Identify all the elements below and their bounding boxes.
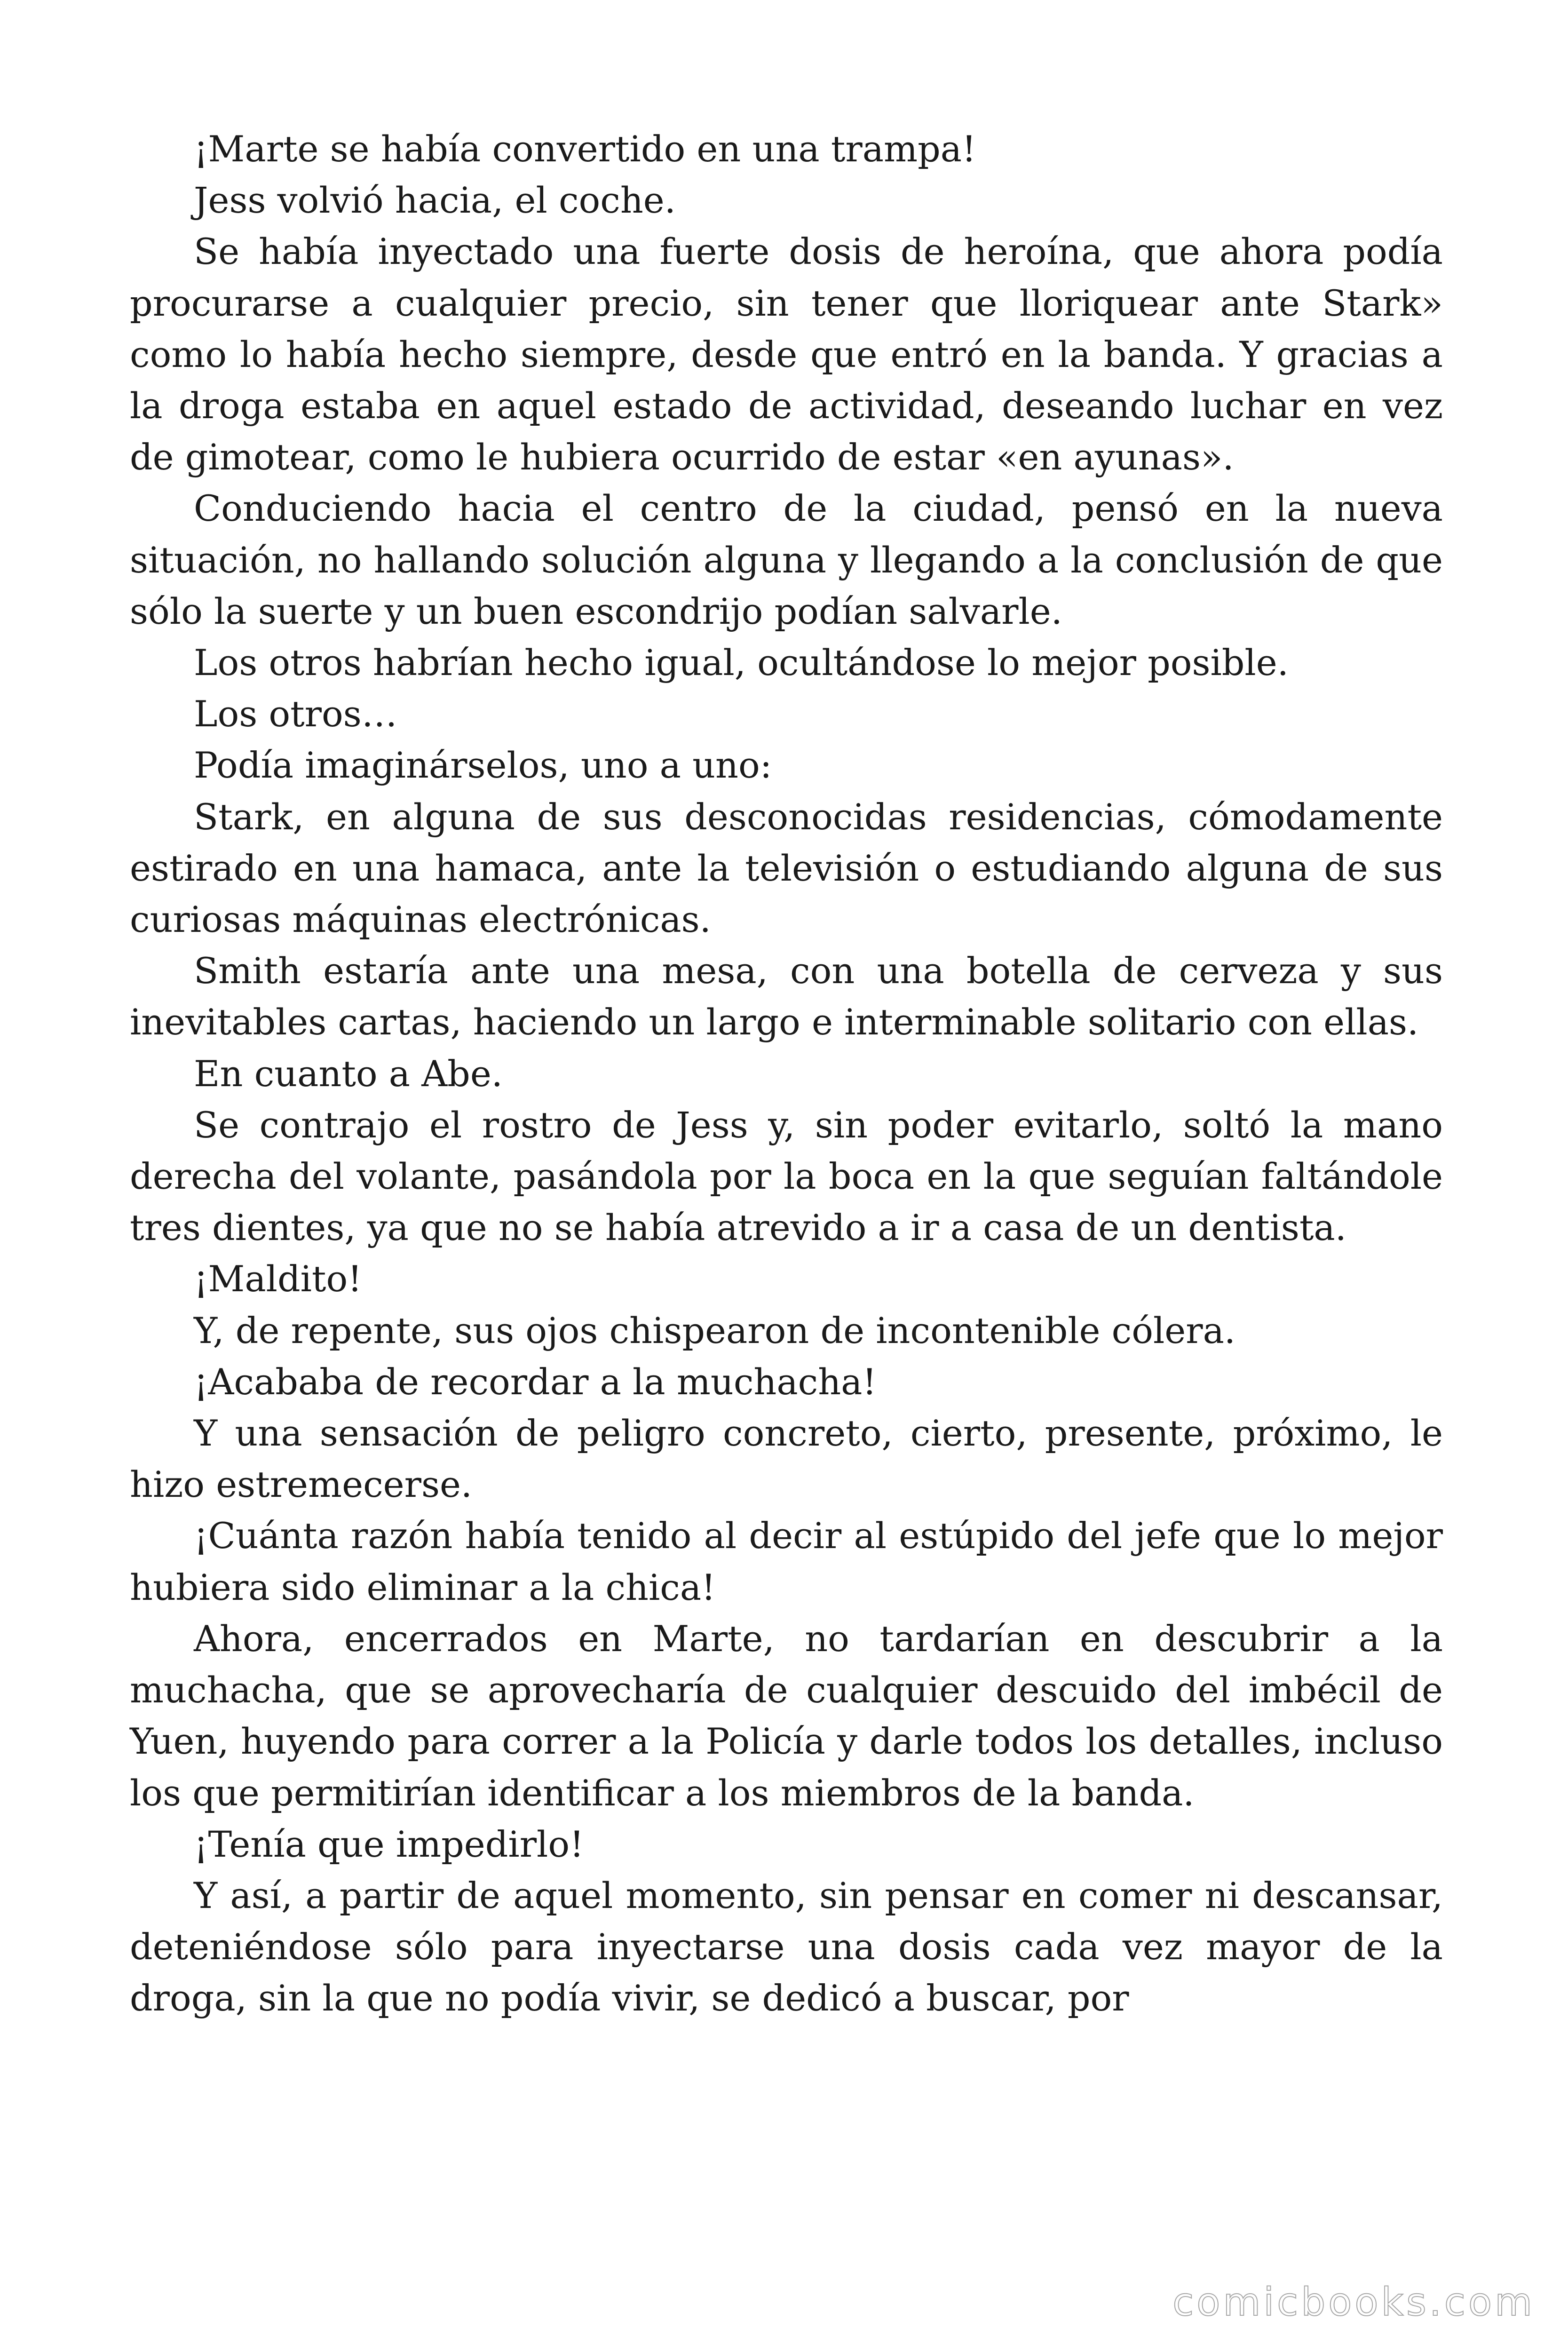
paragraph: Los otros habrían hecho igual, ocultándose lo mejor posible.	[194, 642, 1289, 684]
paragraph: ¡Maldito!	[194, 1258, 362, 1300]
paragraph: Y así, a partir de aquel momento, sin pensar en comer ni descansar, deteniéndose sólo para inyectarse una dosis cada vez mayor de la droga, sin la que no podía vivir, se dedicó a buscar, por	[130, 1874, 1443, 2019]
paragraph: Se había inyectado una fuerte dosis de heroína, que ahora podía procurarse a cualquier precio, sin tener que lloriquear ante Stark» como lo había hecho siempre, desde que entró en la banda. Y gracias a la droga estaba en aquel estado de actividad, deseando luchar en vez de gimotear, como le hubiera ocurrido de estar «en ayunas».	[130, 230, 1443, 478]
paragraph: Conduciendo hacia el centro de la ciudad, pensó en la nueva situación, no hallando solución alguna y llegando a la conclusión de que sólo la suerte y un buen escondrijo podían salvarle.	[130, 487, 1443, 632]
paragraph: Y, de repente, sus ojos chispearon de incontenible cólera.	[194, 1309, 1236, 1351]
paragraph: Se contrajo el rostro de Jess y, sin poder evitarlo, soltó la mano derecha del volante, pasándola por la boca en la que seguían faltándole tres dientes, ya que no se había atrevido a ir a casa de un dentista.	[130, 1104, 1443, 1249]
paragraph: Smith estaría ante una mesa, con una botella de cerveza y sus inevitables cartas, haciendo un largo e interminable solitario con ellas.	[130, 950, 1443, 1043]
paragraph: En cuanto a Abe.	[194, 1052, 503, 1095]
paragraph: ¡Tenía que impedirlo!	[194, 1823, 584, 1865]
paragraph: Stark, en alguna de sus desconocidas residencias, cómodamente estirado en una hamaca, ante la televisión o estudiando alguna de sus curiosas máquinas electrónicas.	[130, 795, 1443, 941]
paragraph: Jess volvió hacia, el coche.	[194, 179, 676, 222]
paragraph: ¡Cuánta razón había tenido al decir al estúpido del jefe que lo mejor hubiera sido eliminar a la chica!	[130, 1515, 1443, 1608]
paragraph: ¡Marte se había convertido en una trampa!	[194, 128, 976, 170]
watermark: comicbooks.com	[1172, 2280, 1535, 2325]
body-text	[130, 123, 1443, 2024]
paragraph: ¡Acababa de recordar a la muchacha!	[194, 1360, 877, 1403]
paragraph: Ahora, encerrados en Marte, no tardarían en descubrir a la muchacha, que se aprovecharía de cualquier descuido del imbécil de Yuen, huyendo para correr a la Policía y darle todos los detalles, incluso los que permitirían identificar a los miembros de la banda.	[130, 1617, 1443, 1814]
paragraph: Los otros…	[194, 693, 397, 735]
paragraph: Podía imaginárselos, uno a uno:	[194, 744, 772, 787]
paragraph: Y una sensación de peligro concreto, cierto, presente, próximo, le hizo estremecerse.	[130, 1412, 1443, 1506]
